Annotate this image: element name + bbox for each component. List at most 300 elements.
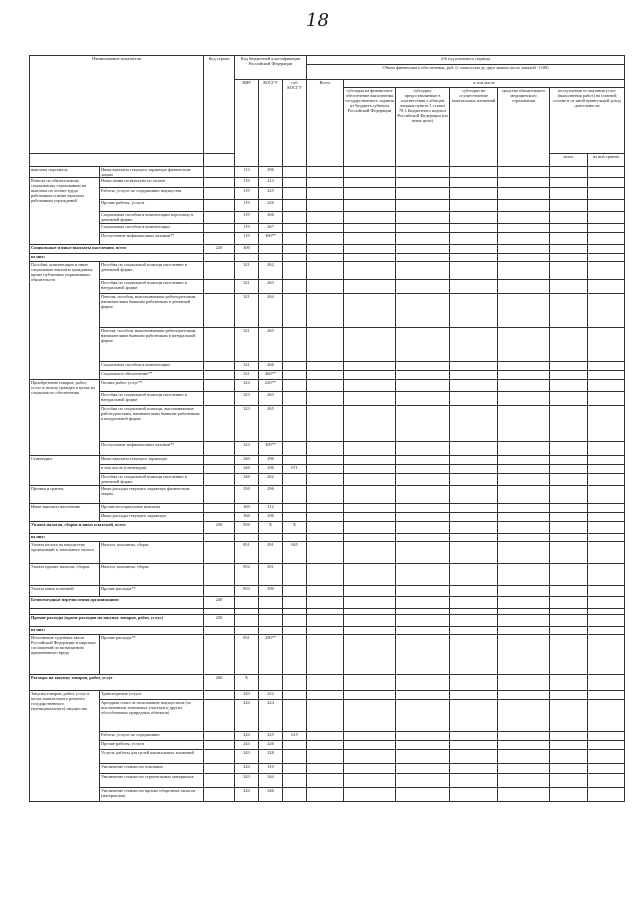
- sub-kosgu-value: [283, 224, 307, 233]
- kosgu-value: 346: [259, 788, 283, 802]
- table-row: [30, 474, 625, 486]
- sub-kosgu-value: [283, 534, 307, 542]
- amount-cell: [498, 615, 550, 627]
- amount-cell: [550, 465, 588, 474]
- row-label: Прочие несоциальные выплаты: [100, 504, 204, 513]
- amount-cell: [498, 732, 550, 741]
- row-code: [204, 233, 235, 245]
- amount-cell: [344, 691, 396, 700]
- kosgu-value: 262: [259, 474, 283, 486]
- amount-cell: [307, 474, 344, 486]
- row-label: Иные выплаты текущего характера: [100, 456, 204, 465]
- amount-cell: [550, 675, 588, 691]
- amount-cell: [498, 635, 550, 675]
- row-group-label: Закупка товаров, работ, услуг в целях капитального ремонта государственного (муниципального) имущества: [30, 691, 100, 802]
- amount-cell: [498, 691, 550, 700]
- amount-cell: [450, 442, 498, 456]
- amount-cell: [396, 188, 450, 200]
- amount-cell: [450, 586, 498, 597]
- row-label: Услуги, работы для целей капитальных вложений: [100, 750, 204, 764]
- kvr-value: 243: [235, 691, 259, 700]
- amount-cell: [550, 167, 588, 178]
- sub-kosgu-value: [283, 675, 307, 691]
- row-code: [204, 294, 235, 328]
- amount-cell: [344, 188, 396, 200]
- kosgu-value: 266: [259, 362, 283, 371]
- row-label: Прочие работы, услуги: [100, 200, 204, 212]
- row-code: [204, 764, 235, 774]
- table-row: [30, 504, 625, 513]
- row-code: [204, 200, 235, 212]
- row-code: [204, 178, 235, 188]
- amount-cell: [588, 700, 625, 732]
- amount-cell: [396, 741, 450, 750]
- kvr-value: 321: [235, 328, 259, 362]
- row-label: Прочие работы, услуги: [100, 741, 204, 750]
- amount-cell: [550, 691, 588, 700]
- amount-cell: [550, 442, 588, 456]
- amount-cell: [550, 392, 588, 406]
- amount-cell: [396, 732, 450, 741]
- kosgu-value: 212: [259, 504, 283, 513]
- amount-cell: [550, 788, 588, 802]
- table-row: [30, 442, 625, 456]
- kvr-value: 851: [235, 542, 259, 564]
- amount-cell: [588, 362, 625, 371]
- row-code: [204, 627, 235, 635]
- sub-kosgu-value: [283, 764, 307, 774]
- row-group-label: Иные выплаты населению: [30, 504, 100, 522]
- amount-cell: [396, 586, 450, 597]
- amount-cell: [344, 245, 396, 254]
- row-code: [204, 788, 235, 802]
- kvr-value: [235, 254, 259, 262]
- sub-kosgu-value: [283, 294, 307, 328]
- row-code: [204, 474, 235, 486]
- kosgu-value: 300**: [259, 442, 283, 456]
- sub-kosgu-value: [283, 615, 307, 627]
- amount-cell: [307, 465, 344, 474]
- amount-cell: [450, 371, 498, 380]
- amount-cell: [498, 774, 550, 788]
- kvr-value: 340: [235, 456, 259, 465]
- kvr-value: 360: [235, 513, 259, 522]
- amount-cell: [498, 627, 550, 635]
- amount-cell: [450, 513, 498, 522]
- amount-cell: [307, 691, 344, 700]
- amount-cell: [588, 774, 625, 788]
- amount-cell: [450, 691, 498, 700]
- table-row: [30, 486, 625, 504]
- sub-kosgu-value: [283, 691, 307, 700]
- table-row: [30, 406, 625, 442]
- amount-cell: [550, 750, 588, 764]
- amount-cell: [396, 392, 450, 406]
- amount-cell: [307, 262, 344, 280]
- amount-cell: [450, 200, 498, 212]
- amount-cell: [498, 362, 550, 371]
- row-code: [204, 700, 235, 732]
- table-row: [30, 741, 625, 750]
- kosgu-value: 225: [259, 732, 283, 741]
- kosgu-value: 296: [259, 167, 283, 178]
- sub-kosgu-value: [283, 774, 307, 788]
- kosgu-value: 310: [259, 764, 283, 774]
- header-all: всего: [550, 154, 588, 167]
- amount-cell: [498, 442, 550, 456]
- amount-cell: [396, 486, 450, 504]
- amount-cell: [498, 456, 550, 465]
- amount-cell: [450, 615, 498, 627]
- amount-cell: [588, 465, 625, 474]
- amount-cell: [550, 597, 588, 609]
- amount-cell: [498, 200, 550, 212]
- row-label: Транспортные услуги: [100, 691, 204, 700]
- amount-cell: [498, 750, 550, 764]
- amount-cell: [588, 788, 625, 802]
- row-label: Увеличение стоимости строительных материалов: [100, 774, 204, 788]
- amount-cell: [550, 362, 588, 371]
- row-label: Иные расходы текущего характера: [100, 513, 204, 522]
- amount-cell: [450, 788, 498, 802]
- amount-cell: [307, 456, 344, 465]
- amount-cell: [450, 675, 498, 691]
- amount-cell: [588, 167, 625, 178]
- table-row: [30, 627, 625, 635]
- amount-cell: [550, 371, 588, 380]
- row-code: [204, 371, 235, 380]
- amount-cell: [450, 465, 498, 474]
- row-label: Налоги, пошлины, сборы: [100, 542, 204, 564]
- kosgu-value: [259, 675, 283, 691]
- amount-cell: [450, 474, 498, 486]
- kvr-value: 852: [235, 564, 259, 586]
- amount-cell: [344, 774, 396, 788]
- table-row: [30, 513, 625, 522]
- amount-cell: [588, 513, 625, 522]
- row-group-label: Уплата налога на имущество организаций и земельного налога: [30, 542, 100, 564]
- amount-cell: [588, 586, 625, 597]
- sub-kosgu-value: [283, 254, 307, 262]
- amount-cell: [550, 233, 588, 245]
- row-label: Пенсии, пособия, выплачиваемые работодателями, нанимателями бывшим работникам в натуральной форме: [100, 328, 204, 362]
- table-row: [30, 233, 625, 245]
- amount-cell: [307, 280, 344, 294]
- table-row: [30, 597, 625, 609]
- kvr-value: 119: [235, 224, 259, 233]
- sub-kosgu-value: [283, 627, 307, 635]
- sub-kosgu-value: [283, 504, 307, 513]
- row-code: [204, 224, 235, 233]
- table-row: [30, 167, 625, 178]
- table-row: [30, 294, 625, 328]
- amount-cell: [307, 392, 344, 406]
- amount-cell: [344, 564, 396, 586]
- table-row: [30, 522, 625, 534]
- amount-cell: [396, 224, 450, 233]
- kvr-value: 243: [235, 741, 259, 750]
- kosgu-value: [259, 597, 283, 609]
- kosgu-value: 291: [259, 564, 283, 586]
- row-label: Прочие расходы**: [100, 586, 204, 597]
- amount-cell: [450, 406, 498, 442]
- row-code: 240: [204, 597, 235, 609]
- amount-cell: [396, 675, 450, 691]
- amount-cell: [550, 774, 588, 788]
- amount-cell: [588, 294, 625, 328]
- kosgu-value: 225: [259, 188, 283, 200]
- amount-cell: [498, 262, 550, 280]
- table-row: [30, 615, 625, 627]
- amount-cell: [344, 280, 396, 294]
- amount-cell: [450, 212, 498, 224]
- amount-cell: [396, 280, 450, 294]
- amount-cell: [498, 675, 550, 691]
- kvr-value: 831: [235, 635, 259, 675]
- row-label: Иные выплаты текущего характера физическим лицам: [100, 167, 204, 178]
- row-code: [204, 262, 235, 280]
- amount-cell: [344, 627, 396, 635]
- amount-cell: [344, 597, 396, 609]
- amount-cell: [344, 542, 396, 564]
- row-label: Социальные пособия и компенсации персоналу в денежной форме: [100, 212, 204, 224]
- row-label: из них:: [30, 254, 204, 262]
- amount-cell: [344, 371, 396, 380]
- amount-cell: [588, 200, 625, 212]
- amount-cell: [498, 764, 550, 774]
- amount-cell: [396, 627, 450, 635]
- sub-kosgu-value: [283, 486, 307, 504]
- amount-cell: [450, 504, 498, 513]
- amount-cell: [550, 534, 588, 542]
- row-label: Прочие расходы (кроме расходов на закупку товаров, работ, услуг): [30, 615, 204, 627]
- amount-cell: [450, 328, 498, 362]
- amount-cell: [550, 513, 588, 522]
- sub-kosgu-value: [283, 442, 307, 456]
- amount-cell: [588, 280, 625, 294]
- amount-cell: [550, 280, 588, 294]
- kvr-value: [235, 534, 259, 542]
- row-label: Иные расходы текущего характера физическим лицам: [100, 486, 204, 504]
- amount-cell: [588, 392, 625, 406]
- row-label: Социальные и иные выплаты населению, всего: [30, 245, 204, 254]
- row-label: Арендная плата за пользование имуществом (за исключением земельных участков и других обособленных природных объектов): [100, 700, 204, 732]
- row-label: Социальное обеспечение**: [100, 371, 204, 380]
- header-row-code: Код строки: [204, 56, 235, 154]
- kosgu-value: 264: [259, 294, 283, 328]
- amount-cell: [307, 188, 344, 200]
- amount-cell: [498, 534, 550, 542]
- kvr-value: 321: [235, 371, 259, 380]
- amount-cell: [498, 254, 550, 262]
- row-label: Начисления на выплаты по оплате: [100, 178, 204, 188]
- header-including: в том числе: [344, 80, 625, 88]
- amount-cell: [450, 534, 498, 542]
- amount-cell: [550, 328, 588, 362]
- amount-cell: [396, 200, 450, 212]
- row-code: [204, 465, 235, 474]
- amount-cell: [498, 522, 550, 534]
- amount-cell: [396, 564, 450, 586]
- amount-cell: [588, 212, 625, 224]
- amount-cell: [588, 764, 625, 774]
- row-label: Оплата работ, услуг**: [100, 380, 204, 392]
- amount-cell: [588, 224, 625, 233]
- amount-cell: [498, 380, 550, 392]
- amount-cell: [307, 233, 344, 245]
- row-code: [204, 167, 235, 178]
- amount-cell: [307, 178, 344, 188]
- kvr-value: 243: [235, 750, 259, 764]
- kvr-value: 119: [235, 188, 259, 200]
- header-kvr: КВР: [235, 80, 259, 167]
- amount-cell: [498, 597, 550, 609]
- amount-cell: [498, 700, 550, 732]
- amount-cell: [550, 474, 588, 486]
- row-group-label: Исполнение судебных актов Российской Федерации и мировых соглашений по возмещению причиненного вреда: [30, 635, 100, 675]
- amount-cell: [498, 212, 550, 224]
- amount-cell: [450, 280, 498, 294]
- amount-cell: [307, 167, 344, 178]
- kosgu-value: 296: [259, 486, 283, 504]
- table-row: [30, 534, 625, 542]
- row-code: [204, 513, 235, 522]
- amount-cell: [588, 504, 625, 513]
- row-label: Пенсии, пособия, выплачиваемые работодателями, нанимателями бывшим работникам в денежной форме: [100, 294, 204, 328]
- row-code: [204, 564, 235, 586]
- amount-cell: [344, 788, 396, 802]
- amount-cell: [307, 774, 344, 788]
- table-row: [30, 380, 625, 392]
- row-group-label: выплаты персоналу: [30, 167, 100, 178]
- amount-cell: [344, 586, 396, 597]
- sub-kosgu-value: [283, 167, 307, 178]
- amount-cell: [344, 534, 396, 542]
- amount-cell: [396, 465, 450, 474]
- amount-cell: [550, 732, 588, 741]
- amount-cell: [396, 262, 450, 280]
- amount-cell: [396, 474, 450, 486]
- row-label: Поступление нефинансовых активов**: [100, 233, 204, 245]
- amount-cell: [344, 465, 396, 474]
- amount-cell: [498, 474, 550, 486]
- amount-cell: [450, 522, 498, 534]
- amount-cell: [450, 750, 498, 764]
- kvr-value: 113: [235, 167, 259, 178]
- amount-cell: [498, 245, 550, 254]
- table-row: [30, 456, 625, 465]
- amount-cell: [396, 442, 450, 456]
- amount-cell: [550, 212, 588, 224]
- row-code: [204, 534, 235, 542]
- amount-cell: [550, 741, 588, 750]
- amount-cell: [396, 233, 450, 245]
- sub-kosgu-value: [283, 406, 307, 442]
- row-label: Работы, услуги по содержанию имущества: [100, 188, 204, 200]
- sub-kosgu-value: [283, 371, 307, 380]
- kvr-value: 323: [235, 380, 259, 392]
- table-row: [30, 245, 625, 254]
- amount-cell: [498, 513, 550, 522]
- amount-cell: [344, 212, 396, 224]
- amount-cell: [550, 586, 588, 597]
- amount-cell: [344, 741, 396, 750]
- sub-kosgu-value: [283, 212, 307, 224]
- kosgu-value: 263: [259, 392, 283, 406]
- amount-cell: [307, 534, 344, 542]
- row-label: Уплата налогов, сборов и иных платежей, всего: [30, 522, 204, 534]
- kvr-value: 243: [235, 774, 259, 788]
- amount-cell: [396, 542, 450, 564]
- amount-cell: [307, 406, 344, 442]
- row-label: в том числе (стипендии): [100, 465, 204, 474]
- table-row: [30, 188, 625, 200]
- amount-cell: [344, 294, 396, 328]
- amount-cell: [396, 635, 450, 675]
- table-row: [30, 212, 625, 224]
- amount-cell: [588, 233, 625, 245]
- kvr-value: 321: [235, 294, 259, 328]
- table-row: [30, 224, 625, 233]
- row-code: [204, 732, 235, 741]
- amount-cell: [450, 178, 498, 188]
- kvr-value: 243: [235, 732, 259, 741]
- amount-cell: [307, 513, 344, 522]
- amount-cell: [344, 178, 396, 188]
- kvr-value: 321: [235, 280, 259, 294]
- amount-cell: [307, 635, 344, 675]
- kvr-value: 119: [235, 178, 259, 188]
- amount-cell: [450, 362, 498, 371]
- amount-cell: [588, 456, 625, 465]
- amount-cell: [588, 245, 625, 254]
- kosgu-value: 296: [259, 465, 283, 474]
- table-row: [30, 178, 625, 188]
- sub-kosgu-value: [283, 188, 307, 200]
- sub-kosgu-value: [283, 474, 307, 486]
- amount-cell: [307, 328, 344, 362]
- header-subsidy-task: субсидии на финансовое обеспечение выполнения государственного задания из бюджета субъекта Российской Федерации: [344, 88, 396, 167]
- amount-cell: [550, 486, 588, 504]
- kosgu-value: 226: [259, 200, 283, 212]
- row-code: [204, 542, 235, 564]
- amount-cell: [588, 627, 625, 635]
- page-number: 18: [306, 10, 329, 31]
- row-code: 250: [204, 615, 235, 627]
- kvr-value: 323: [235, 406, 259, 442]
- amount-cell: [498, 167, 550, 178]
- amount-cell: [396, 750, 450, 764]
- row-label: Увеличение стоимости основных: [100, 764, 204, 774]
- financial-plan-table: [29, 55, 625, 802]
- row-label: Работы, услуги по содержанию: [100, 732, 204, 741]
- amount-cell: [450, 741, 498, 750]
- table-row: [30, 700, 625, 732]
- amount-cell: [344, 380, 396, 392]
- table-row: [30, 362, 625, 371]
- kosgu-value: [259, 254, 283, 262]
- amount-cell: [307, 212, 344, 224]
- amount-cell: [307, 564, 344, 586]
- amount-cell: [550, 700, 588, 732]
- table-row: [30, 750, 625, 764]
- amount-cell: [396, 294, 450, 328]
- sub-kosgu-value: [283, 362, 307, 371]
- table-row: [30, 542, 625, 564]
- row-code: [204, 741, 235, 750]
- sub-kosgu-value: [283, 200, 307, 212]
- kvr-value: 243: [235, 764, 259, 774]
